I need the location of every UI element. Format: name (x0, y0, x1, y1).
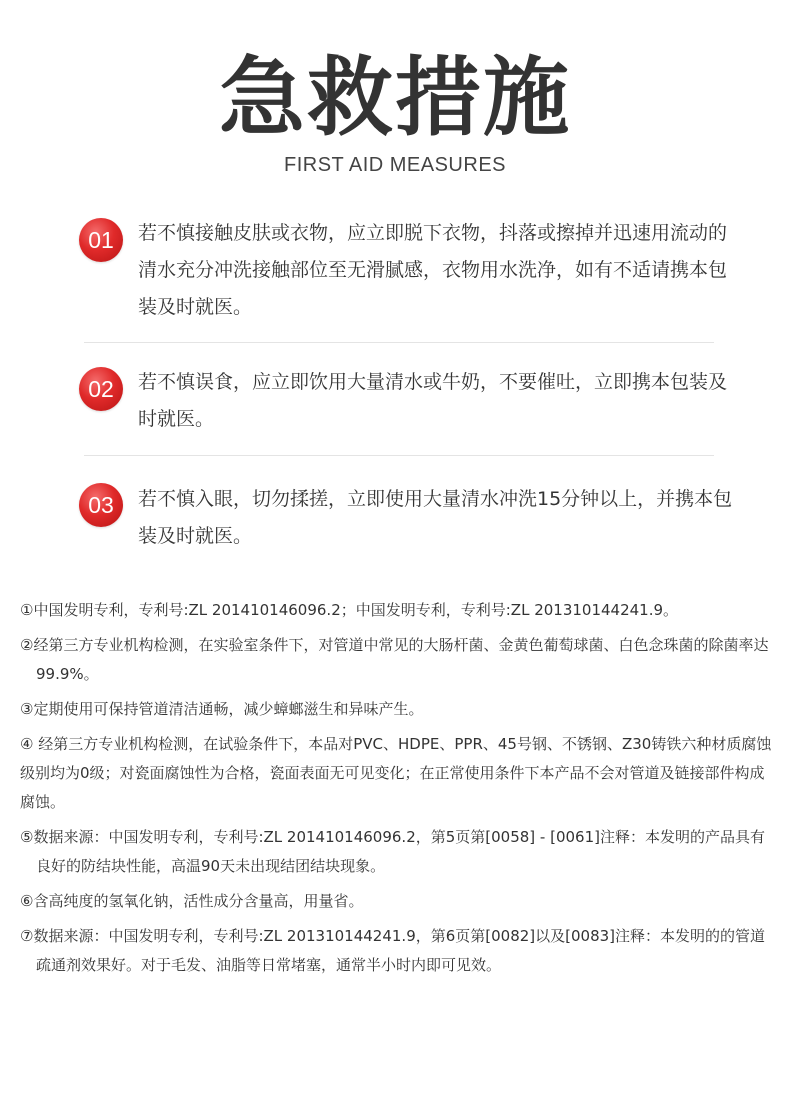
step-number-badge: 03 (79, 483, 123, 527)
footnote-4: ④ 经第三方专业机构检测，在试验条件下，本品对PVC、HDPE、PPR、45号钢、不锈钢、Z30铸铁六种材质腐蚀级别均为0级；对瓷面腐蚀性为合格，瓷面表面无可见变化；在正常使用条件下本产品不会对管道及链接部件构成腐蚀。 (20, 735, 772, 811)
footnote-3: ③定期使用可保持管道清洁通畅，减少蟑螂滋生和异味产生。 (20, 700, 424, 718)
page-subtitle: FIRST AID MEASURES (283, 154, 506, 176)
footnote-2: ②经第三方专业机构检测，在实验室条件下，对管道中常见的大肠杆菌、金黄色葡萄球菌、白色念珠菌的除菌率达99.9%。 (20, 636, 769, 683)
step-text: 若不慎误食，应立即饮用大量清水或牛奶，不要催吐，立即携本包装及时就医。 (138, 371, 728, 430)
footnotes (20, 596, 772, 986)
footnote-7: ⑦数据来源：中国发明专利，专利号:ZL 201310144241.9，第6页第[0082]以及[0083]注释：本发明的的管道疏通剂效果好。对于毛发、油脂等日常堵塞，通常半小时内即可见效。 (20, 927, 766, 974)
footnote-1: ①中国发明专利，专利号:ZL 201410146096.2；中国发明专利，专利号:ZL 201310144241.9。 (20, 601, 679, 619)
step-number-badge: 01 (79, 218, 123, 262)
footnote-6: ⑥含高纯度的氢氧化钠，活性成分含量高，用量省。 (20, 892, 364, 910)
step-text: 若不慎入眼，切勿揉搓，立即使用大量清水冲洗15分钟以上，并携本包装及时就医。 (138, 488, 733, 547)
footnote-5: ⑤数据来源：中国发明专利，专利号:ZL 201410146096.2，第5页第[0058] - [0061]注释：本发明的产品具有良好的防结块性能，高温90天未出现结团结块现象。 (20, 828, 765, 875)
divider (84, 342, 714, 343)
divider (84, 455, 714, 456)
page-title: 急救措施 (219, 48, 571, 148)
step-text: 若不慎接触皮肤或衣物，应立即脱下衣物，抖落或擦掉并迅速用流动的清水充分冲洗接触部位至无滑腻感，衣物用水洗净，如有不适请携本包装及时就医。 (138, 222, 728, 318)
step-number-badge: 02 (79, 367, 123, 411)
